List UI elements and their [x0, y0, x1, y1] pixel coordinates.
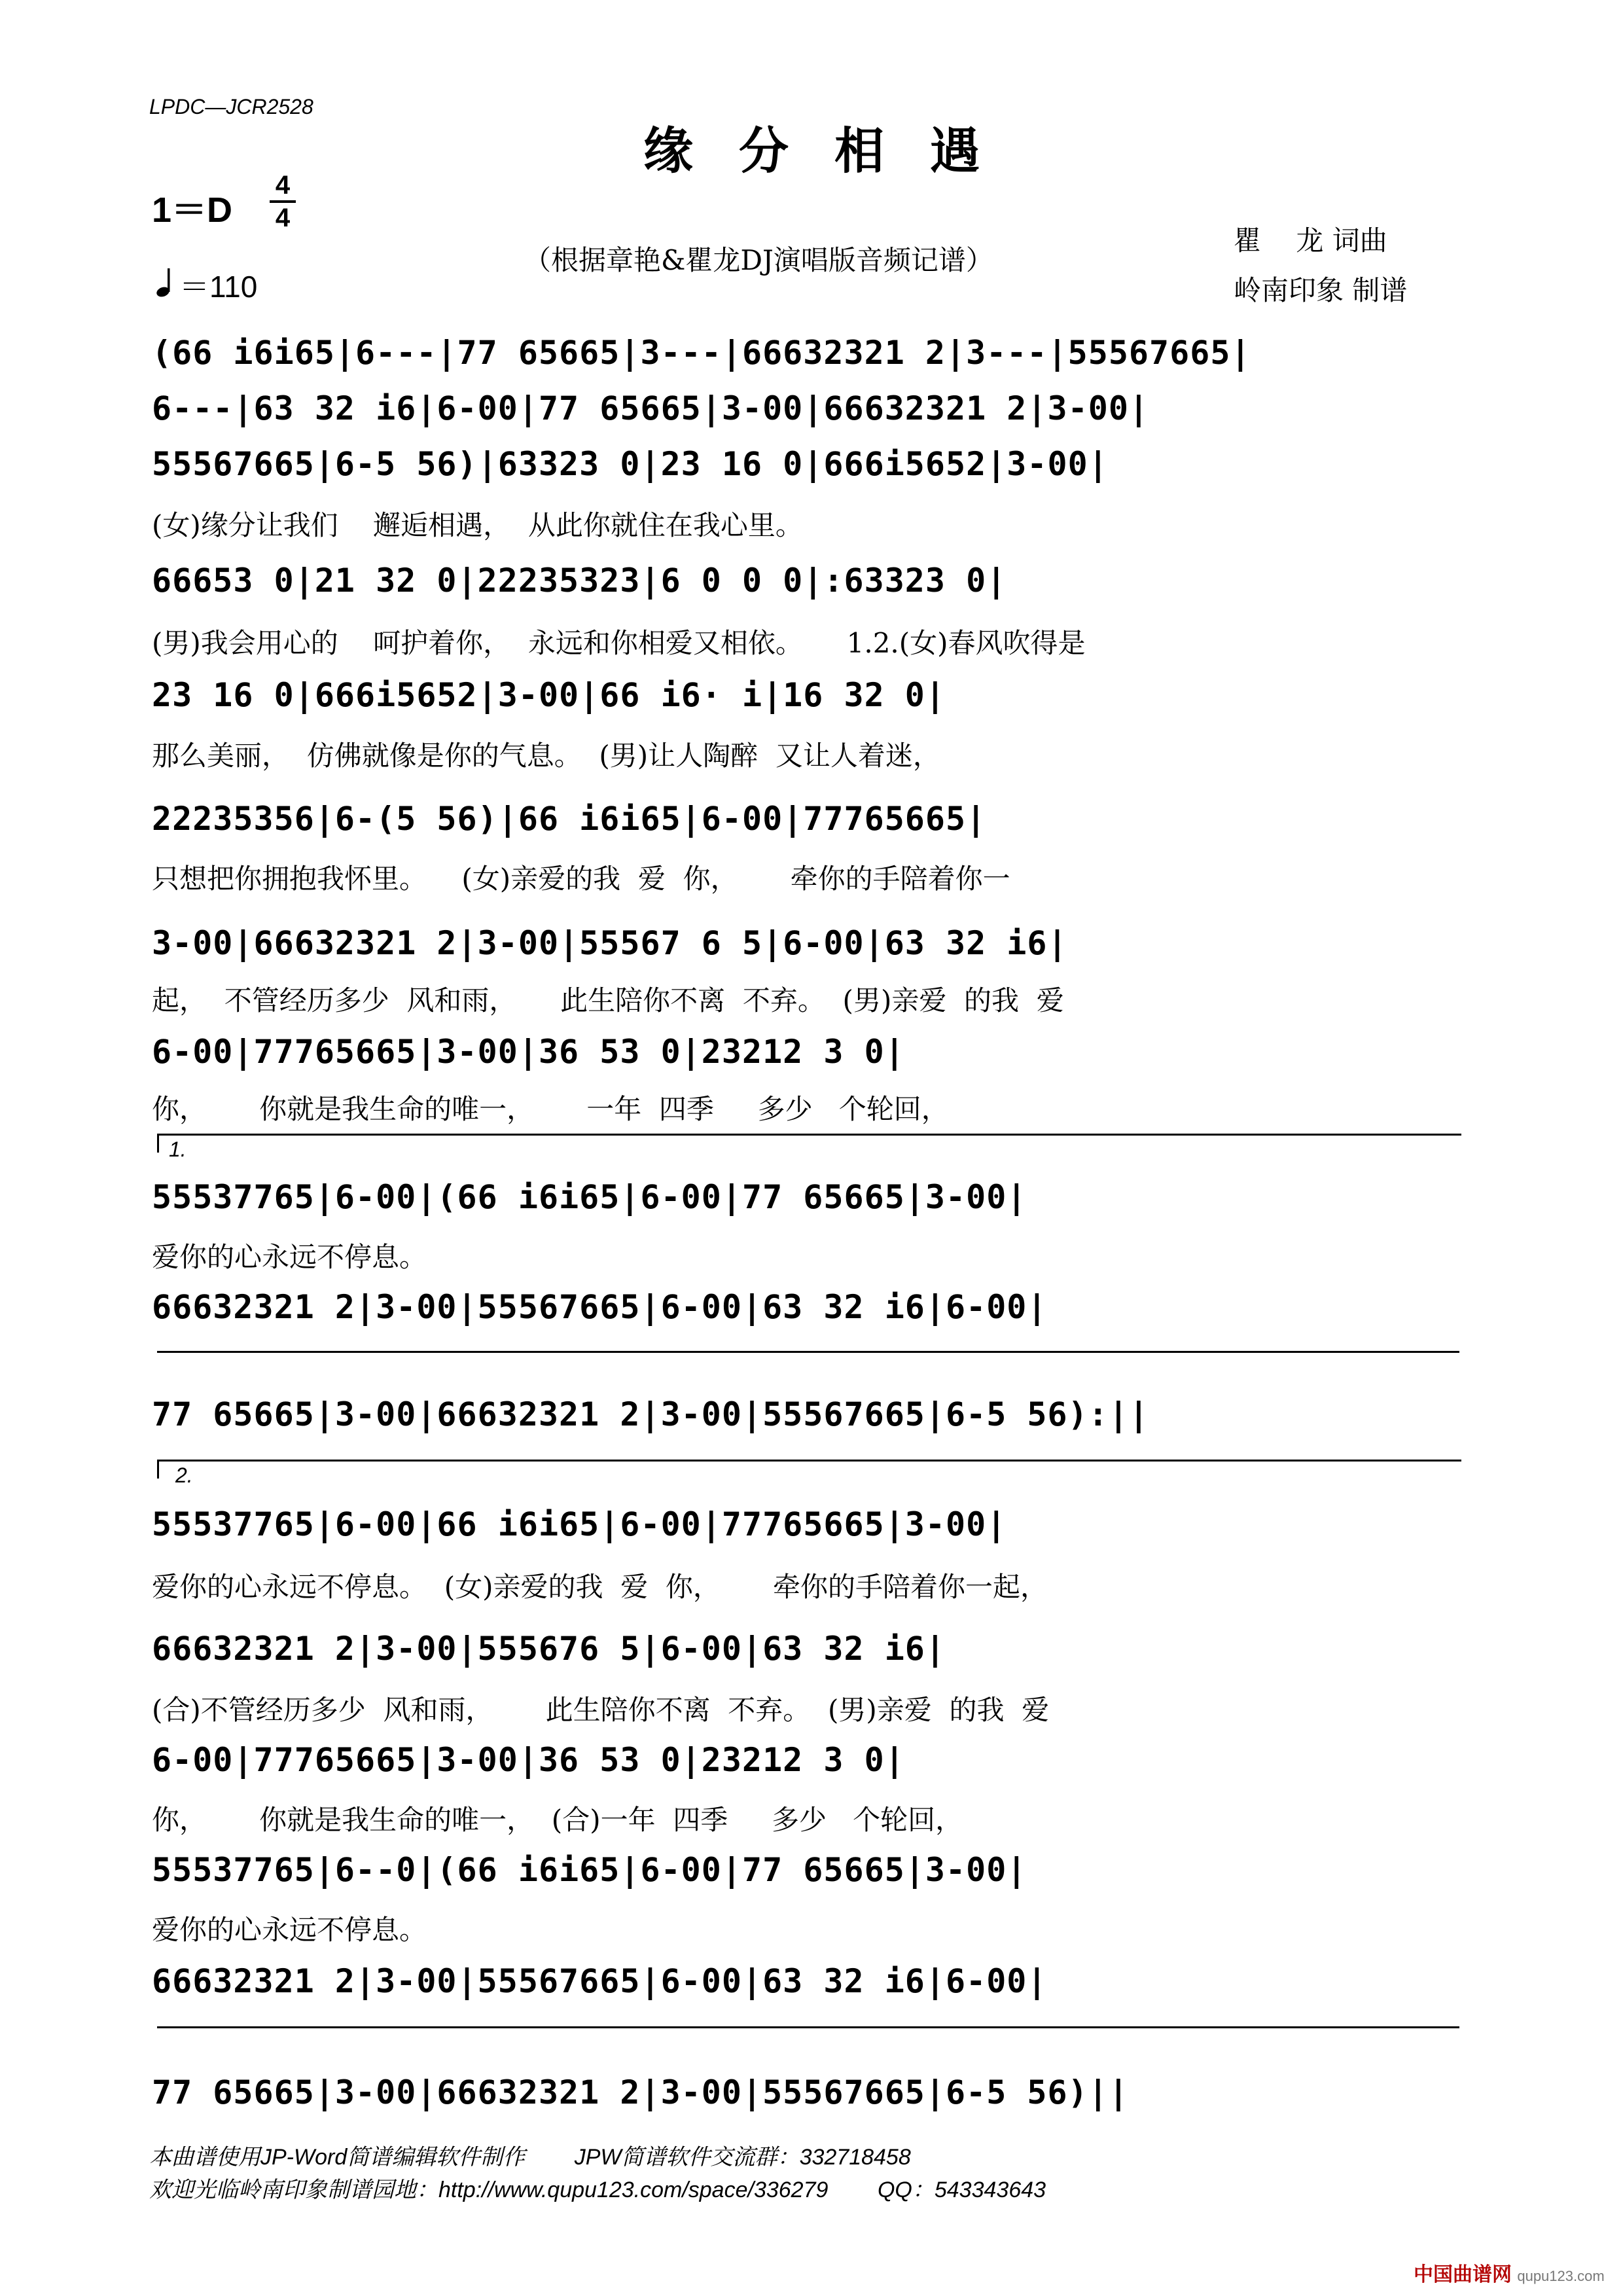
- meter-bar: [270, 200, 296, 203]
- lyrics-line-15: 爱你的心永远不停息。: [152, 1914, 427, 1946]
- key-signature: 1＝D: [152, 190, 233, 230]
- system-divider: [157, 2026, 1459, 2028]
- watermark-url: qupu123.com: [1517, 2268, 1605, 2284]
- staff-line-14: 6-00|77765665|3-00|36 53 0|23212 3 0|: [152, 1741, 905, 1779]
- meter-top: 4: [275, 171, 291, 200]
- second-ending-label: 2.: [175, 1463, 193, 1487]
- tempo-marking: [156, 263, 257, 306]
- lyrics-line-13: (合)不管经历多少 风和雨， 此生陪你不离 不弃。 (男)亲爱 的我 爱: [152, 1694, 1050, 1726]
- staff-line-11: 77 65665|3-00|66632321 2|3-00|55567665|6-5 56):||: [152, 1395, 1150, 1433]
- site-watermark: [1414, 2258, 1605, 2287]
- staff-line-15: 55537765|6--0|(66 i6i65|6-00|77 65665|3-00|: [152, 1851, 1027, 1889]
- staff-line-17: 77 65665|3-00|66632321 2|3-00|55567665|6-5 56)||: [152, 2073, 1129, 2111]
- lyrics-line-3: (女)缘分让我们 邂逅相遇， 从此你就住在我心里。: [152, 509, 803, 541]
- second-ending-bracket: [157, 1460, 1461, 1479]
- lyrics-line-5: 那么美丽， 仿佛就像是你的气息。 (男)让人陶醉 又让人着迷，: [152, 740, 940, 772]
- lyrics-line-14: 你， 你就是我生命的唯一， (合)一年 四季 多少 个轮回，: [152, 1804, 963, 1836]
- staff-line-1: (66 i6i65|6---|77 65665|3---|66632321 2|3---|55567665|: [152, 334, 1251, 372]
- lyrics-line-4: (男)我会用心的 呵护着你， 永远和你相爱又相依。 1.2.(女)春风吹得是: [152, 627, 1086, 659]
- watermark-brand: 中国曲谱网: [1414, 2264, 1512, 2286]
- lyrics-line-7: 起， 不管经历多少 风和雨， 此生陪你不离 不弃。 (男)亲爱 的我 爱: [152, 984, 1064, 1016]
- quarter-note-icon: [156, 267, 173, 297]
- score-code: LPDC—JCR2528: [149, 95, 313, 118]
- staff-line-5: 23 16 0|666i5652|3-00|66 i6· i|16 32 0|: [152, 676, 946, 714]
- subtitle: （根据章艳&瞿龙DJ演唱版音频记谱）: [524, 244, 993, 276]
- credits: [1234, 216, 1407, 315]
- staff-line-16: 66632321 2|3-00|55567665|6-00|63 32 i6|6-00|: [152, 1962, 1048, 2000]
- first-ending-label: 1.: [169, 1138, 187, 1161]
- song-title: 缘分相遇: [643, 122, 1026, 180]
- staff-line-8: 6-00|77765665|3-00|36 53 0|23212 3 0|: [152, 1033, 905, 1071]
- staff-line-10: 66632321 2|3-00|55567665|6-00|63 32 i6|6-00|: [152, 1288, 1048, 1326]
- staff-line-4: 66653 0|21 32 0|22235323|6 0 0 0|:63323 0|: [152, 562, 1007, 600]
- credits-lyricist-composer: 瞿 龙 词曲: [1234, 224, 1387, 257]
- first-ending-bracket: [157, 1134, 1461, 1153]
- ending-divider: [157, 1351, 1459, 1353]
- staff-line-6: 22235356|6-(5 56)|66 i6i65|6-00|77765665|: [152, 800, 987, 838]
- lyrics-line-12: 爱你的心永远不停息。 (女)亲爱的我 爱 你， 牵你的手陪着你一起，: [152, 1571, 1048, 1603]
- staff-line-2: 6---|63 32 i6|6-00|77 65665|3-00|66632321 2|3-00|: [152, 389, 1150, 427]
- lyrics-line-8: 你， 你就是我生命的唯一， 一年 四季 多少 个轮回，: [152, 1093, 949, 1125]
- staff-line-12: 55537765|6-00|66 i6i65|6-00|77765665|3-00|: [152, 1505, 1007, 1543]
- staff-line-7: 3-00|66632321 2|3-00|55567 6 5|6-00|63 32 i6|: [152, 924, 1068, 962]
- tempo-value: ＝110: [179, 270, 258, 304]
- credits-transcriber: 岭南印象 制谱: [1234, 274, 1408, 306]
- staff-line-3: 55567665|6-5 56)|63323 0|23 16 0|666i5652|3-00|: [152, 445, 1109, 483]
- lyrics-line-6: 只想把你拥抱我怀里。 (女)亲爱的我 爱 你， 牵你的手陪着你一: [152, 863, 1010, 895]
- staff-line-9: 55537765|6-00|(66 i6i65|6-00|77 65665|3-00|: [152, 1178, 1027, 1216]
- lyrics-line-9: 爱你的心永远不停息。: [152, 1241, 427, 1273]
- footer-software-note: 本曲谱使用JP-Word简谱编辑软件制作 JPW简谱软件交流群：332718458: [149, 2145, 911, 2170]
- meter-bottom: 4: [275, 204, 291, 232]
- staff-line-13: 66632321 2|3-00|555676 5|6-00|63 32 i6|: [152, 1630, 946, 1668]
- time-signature: [270, 171, 296, 232]
- footer-website-note: 欢迎光临岭南印象制谱园地：http://www.qupu123.com/space/336279 QQ：543343643: [149, 2178, 1046, 2202]
